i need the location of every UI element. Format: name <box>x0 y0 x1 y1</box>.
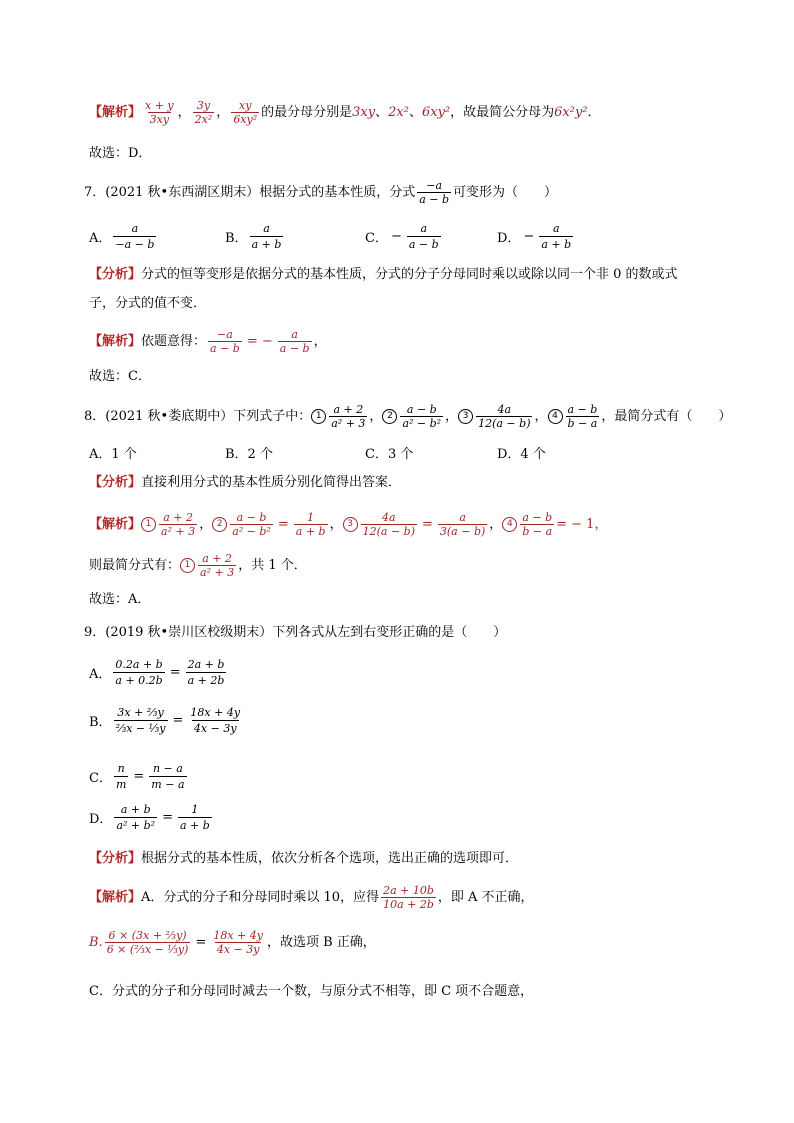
q8-option-c[interactable]: C．3 个 <box>365 447 414 462</box>
q7-option-b[interactable]: B． $\frac{a}{a + b}$ <box>225 222 282 251</box>
q9-option-b[interactable]: B． $\frac{\text{3x + ⅔y}}{\text{⅔x − ⅓y}}$ = $\frac{18x + 4y}{4x - 3y}$ <box>89 706 241 735</box>
fenxi-tag: 【分析】 <box>89 267 142 282</box>
circled-number: 1 <box>311 409 326 424</box>
fraction: $\frac{xy}{\text{6xy²}}$ <box>233 99 258 126</box>
q7-option-d[interactable]: D． − $\frac{a}{a + b}$ <box>497 222 572 251</box>
q9-jiexi-b: B. $\frac{\text{6 × (3x + ⅔y)}}{\text{6 × (⅔x − ⅓y)}}$ = $\frac{18x + 4y}{4x - 3y}$ ，故选项 B 正确， <box>89 929 376 956</box>
q9-jiexi-c: C．分式的分子和分母同时减去一个数，与原分式不相等，即 C 项不合题意， <box>89 984 534 999</box>
q9-jiexi-a: 【解析】 A．分式的分子和分母同时乘以 10，应得 $\frac{2a + 10b}{10a + 2b}$ ，即 A 不正确， <box>89 884 534 911</box>
text: ，故最简公分母为 <box>450 105 555 120</box>
q8-option-b[interactable]: B．2 个 <box>225 447 273 462</box>
q6-answer: 故选：D． <box>89 146 152 161</box>
math-value: 2x² <box>388 105 409 120</box>
fenxi-text: 分式的恒等变形是依据分式的基本性质，分式的分子分母同时乘以或除以同一个非 0 的数或式 <box>141 267 678 282</box>
text: ． <box>587 105 601 120</box>
q9-option-c[interactable]: C． $\frac{n}{m}$ = $\frac{n - a}{m - a}$ <box>89 762 185 791</box>
q9-option-a[interactable]: A． $\frac{0.2a + b}{a + 0.2b}$ = $\frac{2a + b}{a + 2b}$ <box>89 658 225 687</box>
jiexi-tag: 【解析】 <box>89 334 142 349</box>
q8-jiexi: 【解析】 1 $\frac{a + 2}{\text{a² + 3}}$ ， 2 $\frac{a - b}{\text{a² − b²}}$ = $\frac{1}{a + b}$ ， 3 $\frac{4a}{12(a - b)}$ = $\frac{a}{3(a - b)}$ ， 4 $\frac{a - b}{b - a}$ = − 1， <box>89 511 608 538</box>
q7-option-a[interactable]: A． $\frac{a}{-a - b}$ <box>89 222 155 251</box>
q7-jiexi: 【解析】 依题意得： $\frac{-a}{a - b}$ = − $\frac{a}{a - b}$ ， <box>89 328 327 355</box>
q8-option-d[interactable]: D．4 个 <box>497 447 546 462</box>
math-value: 3xy <box>352 105 376 120</box>
q8-answer: 故选：A． <box>89 592 151 607</box>
q8-stem: 8．(2021 秋•娄底期中）下列式子中： 1 $\frac{a + 2}{\text{a² + 3}}$ ， 2 $\frac{a - b}{\text{a² − b²}}$ ， 3 $\frac{4a}{12(a - b)}$ ， 4 $\frac{a - b}{b - a}$ ，最简分式有（ ） <box>84 403 732 430</box>
math-value: 6xy² <box>421 105 451 120</box>
q7-answer: 故选：C． <box>89 369 151 384</box>
circled-number: 3 <box>458 409 473 424</box>
q8-option-a[interactable]: A．1 个 <box>89 447 137 462</box>
fraction: $\frac{x + y}{3xy}$ <box>145 99 174 126</box>
q7-stem <box>84 180 557 205</box>
q7-fenxi-cont: 子，分式的值不变． <box>89 296 207 311</box>
q8-conclusion: 则最简分式有： 1 $\frac{a + 2}{\text{a² + 3}}$ ，共 1 个． <box>89 552 307 579</box>
q7-option-c[interactable]: C． − $\frac{a}{a - b}$ <box>365 222 439 251</box>
q6-jiexi-line: 【解析】 $\frac{x + y}{3xy}$ ， $\frac{3y}{\text{2x²}}$ ， $\frac{xy}{\text{6xy²}}$ 的最分母分别是 3xy 、 2x² 、 6xy² ，故最简公分母为 6x²y² ． <box>89 99 601 126</box>
q9-option-d[interactable]: D． $\frac{a + b}{\text{a² + b²}}$ = $\frac{1}{a + b}$ <box>89 803 210 832</box>
circled-number: 2 <box>382 409 397 424</box>
stem-text: 7．(2021 秋•东西湖区期末）根据分式的基本性质，分式 <box>84 185 416 200</box>
q7-fenxi <box>89 268 678 281</box>
text: 的最分母分别是 <box>261 105 353 120</box>
fraction: $\frac{3y}{\text{2x²}}$ <box>194 99 213 126</box>
fraction: $\frac{-a}{a - b}$ <box>419 179 450 206</box>
circled-number: 4 <box>548 409 563 424</box>
q9-stem: 9．(2019 秋•崇川区校级期末）下列各式从左到右变形正确的是（ ） <box>84 625 507 640</box>
jiexi-tag: 【解析】 <box>89 105 142 120</box>
math-value: 6x²y² <box>554 105 588 120</box>
stem-text: 可变形为（ ） <box>453 185 558 200</box>
q9-fenxi: 【分析】 根据分式的基本性质，依次分析各个选项，选出正确的选项即可． <box>89 851 519 866</box>
q8-fenxi: 【分析】 直接利用分式的基本性质分别化简得出答案． <box>89 475 402 490</box>
